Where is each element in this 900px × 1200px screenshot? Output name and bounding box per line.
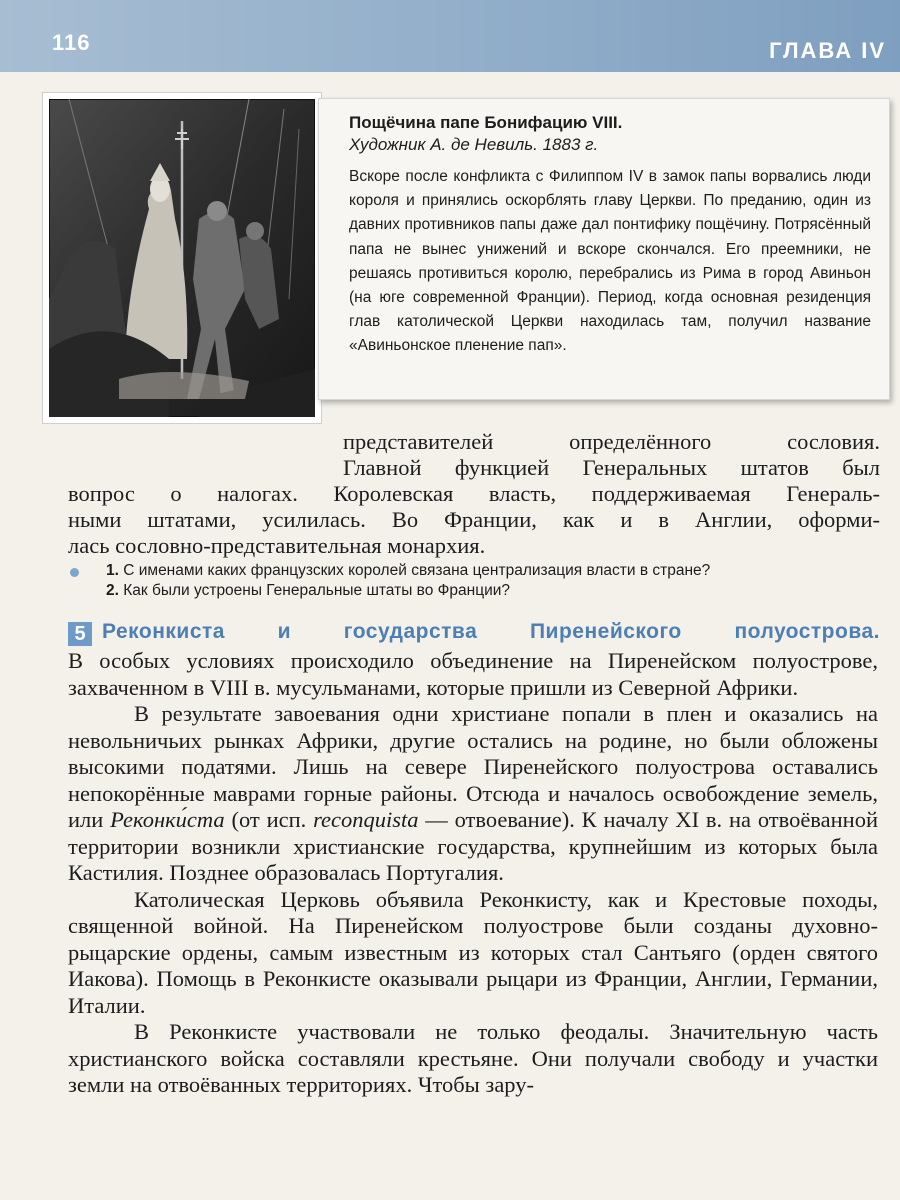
term-reconquista: Реконки́ста: [110, 807, 225, 832]
section-number-badge: 5: [68, 622, 92, 646]
engraving-picture: [49, 99, 315, 417]
intro-line-5: лась сословно-представительная монархия.: [68, 533, 486, 558]
question-number: 1.: [106, 562, 119, 579]
section-title: Реконкиста и государства Пиренейского полуострова.: [102, 620, 880, 643]
intro-line-4: ными штатами, усилилась. Во Франции, как и в Англии, оформи-: [68, 507, 880, 532]
paragraph-2-part-b: (от исп.: [224, 807, 314, 832]
question-number: 2.: [106, 582, 119, 599]
question-text: С именами каких французских королей связана централизация власти в стране?: [123, 562, 711, 579]
engraving-illustration: [42, 92, 322, 424]
question-bullet-icon: [70, 568, 79, 577]
page-number: 116: [52, 30, 91, 55]
section-heading: [68, 622, 880, 650]
chapter-label: ГЛАВА IV: [769, 38, 886, 63]
question-1: [106, 562, 710, 580]
paragraph-2: [68, 701, 878, 887]
paragraph-2-part-c: — отвоевание). К началу XI в. на отвоёванной территории возникли христианские государства, крупнейшим из которых была Кастилия. Позднее образовалась Португалия.: [68, 807, 878, 885]
paragraph-1: В особых условиях происходило объединение на Пиренейском полуострове, захваченном в VIII в. мусульманами, которые пришли из Северной Африки.: [68, 648, 878, 700]
intro-line-1: представителей определённого сословия.: [343, 429, 880, 454]
question-2: [106, 582, 510, 600]
intro-line-3: вопрос о налогах. Королевская власть, поддерживаемая Генераль-: [68, 481, 880, 506]
caption-title: Пощёчина папе Бонифацию VIII.: [349, 113, 623, 132]
paragraph-4: В Реконкисте участвовали не только феодалы. Значительную часть христианского войска составляли крестьяне. Они получали свободу и участки земли на отвоёванных территориях. Чтобы зару-: [68, 1019, 878, 1097]
section-body: [68, 648, 878, 1099]
question-text: Как были устроены Генеральные штаты во Франции?: [123, 582, 511, 599]
paragraph-3: Католическая Церковь объявила Реконкисту, как и Крестовые походы, священной войной. На Пиренейском полуострове были созданы духовно-рыцарские ордены, самым известным из которых стал Сантьяго (орден святого Иакова). Помощь в Реконкисте оказывали рыцари из Франции, Англии, Германии, Италии.: [68, 886, 878, 1018]
page-header: [0, 0, 900, 72]
paragraph-2-part-a: В результате завоевания одни христиане попали в плен и оказались на невольничьих рынках Африки, другие остались на родине, но были обложены высокими податями. Лишь на севере Пиренейского полуострова оставались непокорённые маврами горные районы. Отсюда и началось освобождение земель, или: [68, 701, 878, 832]
caption-artist: Художник А. де Невиль. 1883 г.: [349, 135, 599, 154]
caption-text: Вскоре после конфликта с Филиппом IV в замок папы ворвались люди короля и принялись оскорблять главу Церкви. По преданию, один из давних противников папы даже дал понтифику пощёчину. Потрясённый папа не вынес унижений и вскоре скончался. Его преемники, не решаясь противиться королю, перебрались из Рима в город Авиньон (на юге современной Франции). Период, когда основная резиденция глав католической Церкви находилась там, получил название «Авиньонское пленение пап».: [349, 168, 871, 355]
latin-term: reconquista: [313, 807, 419, 832]
intro-line-2: Главной функцией Генеральных штатов был: [343, 455, 880, 480]
illustration-caption: [318, 98, 890, 400]
